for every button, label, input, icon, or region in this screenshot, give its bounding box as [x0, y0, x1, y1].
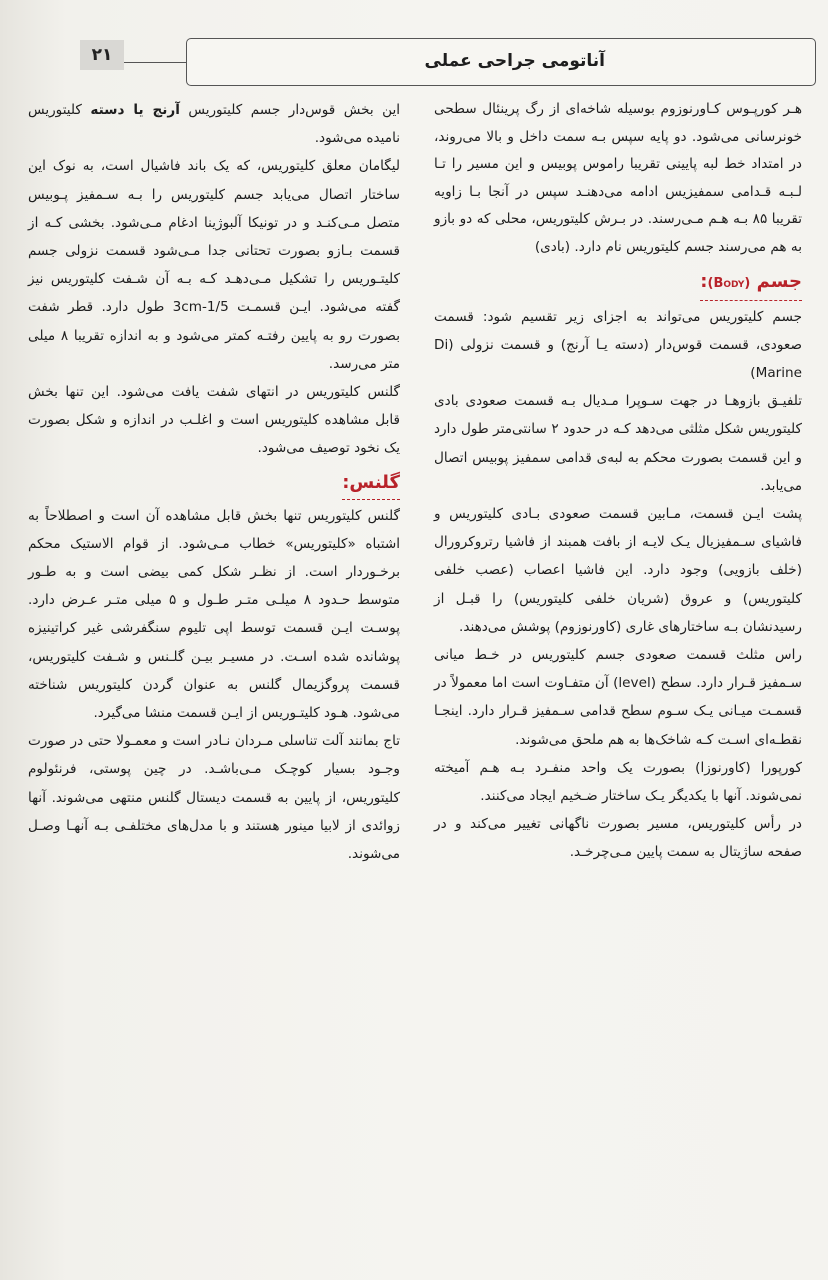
chapter-header-box [186, 38, 816, 86]
paragraph: لیگامان معلق کلیتوریس، که یک باند فاشیال است، به نوک این ساختار اتصال می‌یابد جسم کلیتوریس را بـه سـمفیز پـوبیس متصل مـی‌کنـد و در تونیکا آلبوژینا ادغام مـی‌شود. بخشی کـه از قسمت بـازو بصورت تحتانی جدا مـی‌شود قسمت نزولی جسم کلیتـوریس را تشکیل مـی‌دهـد کـه بـه آن شـفت کلیتوریس نیز گفته می‌شود. ایـن قسمـت 1/5-3cm طول دارد. قطر شفت بصورت رو به پایین رفتـه کمتر می‌شود و به اندازه تقریبا ۸ میلی متر می‌رسد. [28, 158, 400, 372]
paragraph: راس مثلث قسمت صعودی جسم کلیتوریس در خـط میانی سـمفیز قـرار دارد. سطح (level) آن متفـاوت است اما معمولاً در قسمـت میـانی یـک سـوم سطح قدامی سـمفیز قـرار دارد. اینجـا نقطـه‌ای اسـت کـه شاخک‌ها به هم ملحق می‌شوند. [434, 647, 802, 748]
left-column [28, 96, 400, 868]
paragraph [28, 96, 400, 152]
section-heading-body [700, 266, 802, 301]
heading-colon: : [700, 270, 708, 292]
paragraph: تلفیـق بازوهـا در جهت سـوپرا مـدیال بـه قسمت صعودی بادی کلیتوریس شکل مثلثی می‌دهد کـه در حدود ۲ سانتی‌متر طول دارد و این قسمت بصورت محکم به لبه‌ی قدامی سمفیز پوبیس اتصال می‌یابد. [434, 393, 803, 494]
bold-term: آرنج یا دسته [90, 102, 180, 118]
heading-latin: (Body) [707, 275, 751, 291]
section-heading-glans: گلنس: [342, 467, 400, 500]
paragraph: هـر کورپـوس کـاورنوزوم بوسیله شاخه‌ای از رگ پرینئال سطحی خونرسانی می‌شود. دو پایه سپس بـه سمت داخل و بالا می‌روند، در امتداد خط لبه پایینی تقریبا راموس پوبیس و این مسیر را تـا لـبـه قـدامی سمفیزیس ادامه می‌دهنـد سپس در آنجا بـا زاویه تقریبا ۸۵ بـه هـم مـی‌رسند. در بـرش کلیتوریس، محلی که دو بازو به هم می‌رسند جسم کلیتوریس نام دارد. (بادی) [434, 101, 802, 255]
paragraph: در رأس کلیتوریس، مسیر بصورت ناگهانی تغییر می‌کند و در صفحه ساژیتال به سمت پایین مـی‌چرخـد. [434, 816, 802, 861]
paragraph: گلنس کلیتوریس در انتهای شفت یافت می‌شود. این تنها بخش قابل مشاهده کلیتوریس است و اغلـب در اندازه و شکل بصورت یک نخود توصیف می‌شود. [28, 384, 400, 457]
heading-text: جسم [756, 270, 802, 292]
paragraph: پشت ایـن قسمت، مـابین قسمت صعودی بـادی کلیتوریس و فاشیای سـمفیزیال یـک لایـه از بافت همبند از فاشیا رتروکرورال (خلف بازویی) وجود دارد. این فاشیا اعصاب (عصب خلفی کلیتوریس) و عروق (شریان خلفی کلیتوریس) را قبـل از رسیدنشان بـه ساختارهای غاری (کاورنوزوم) پوشش می‌دهند. [434, 505, 802, 635]
page-number: ۲۱ [80, 40, 124, 70]
text-run: این بخش قوس‌دار جسم کلیتوریس [188, 102, 401, 118]
paragraph: تاج بمانند آلت تناسلی مـردان نـادر است و معمـولا حتی در صورت وجـود بسیار کوچـک مـی‌باشـد. در چین پوستی، فرنئولوم کلیتوریس، از پایین به قسمت دیستال گلنس منتهی می‌شوند. آنها زوائدی از لابیا مینور هستند و با مدل‌های مختلفـی بـه آنهـا وصـل می‌شوند. [28, 733, 400, 863]
chapter-title: آناتومی جراحی عملی [424, 51, 605, 71]
paragraph: جسم کلیتوریس می‌تواند به اجزای زیر تقسیم شود: قسمت صعودی، قسمت قوس‌دار (دسته یـا آرنج) و قسمت نزولی (Di Marine) [434, 308, 802, 381]
text-run: کلیتوریس نامیده می‌شود. [28, 102, 400, 147]
right-column [434, 96, 802, 867]
paragraph: کورپورا (کاورنوزا) بصورت یک واحد منفـرد بـه هـم آمیخته نمی‌شوند. آنها با یکدیگر یـک ساختار ضـخیم ایجاد می‌کنند. [434, 759, 802, 805]
paragraph: گلنس کلیتوریس تنها بخش قابل مشاهده آن است و اصطلاحاً به اشتباه «کلیتوریس» خطاب مـی‌شود. از قوام الاستیک محکم برخـوردار است. از نظـر شکل کمی بیضی است و به طـور متوسط حـدود ۸ میلـی متـر طـول و ۵ میلی متـر عـرض دارد. پوسـت ایـن قسمت توسط اپی تلیوم سنگفرشی غیر کراتینیزه پوشانده شده اسـت. در مسیـر بیـن گلـنس و شـفت کلیتوریس، قسمت پروگزیمال گلنس به عنوان گردن کلیتوریس شناخته می‌شود. هـود کلیتـوریس از ایـن قسمت منشا می‌گیرد. [28, 507, 401, 722]
header-rule [124, 62, 186, 63]
